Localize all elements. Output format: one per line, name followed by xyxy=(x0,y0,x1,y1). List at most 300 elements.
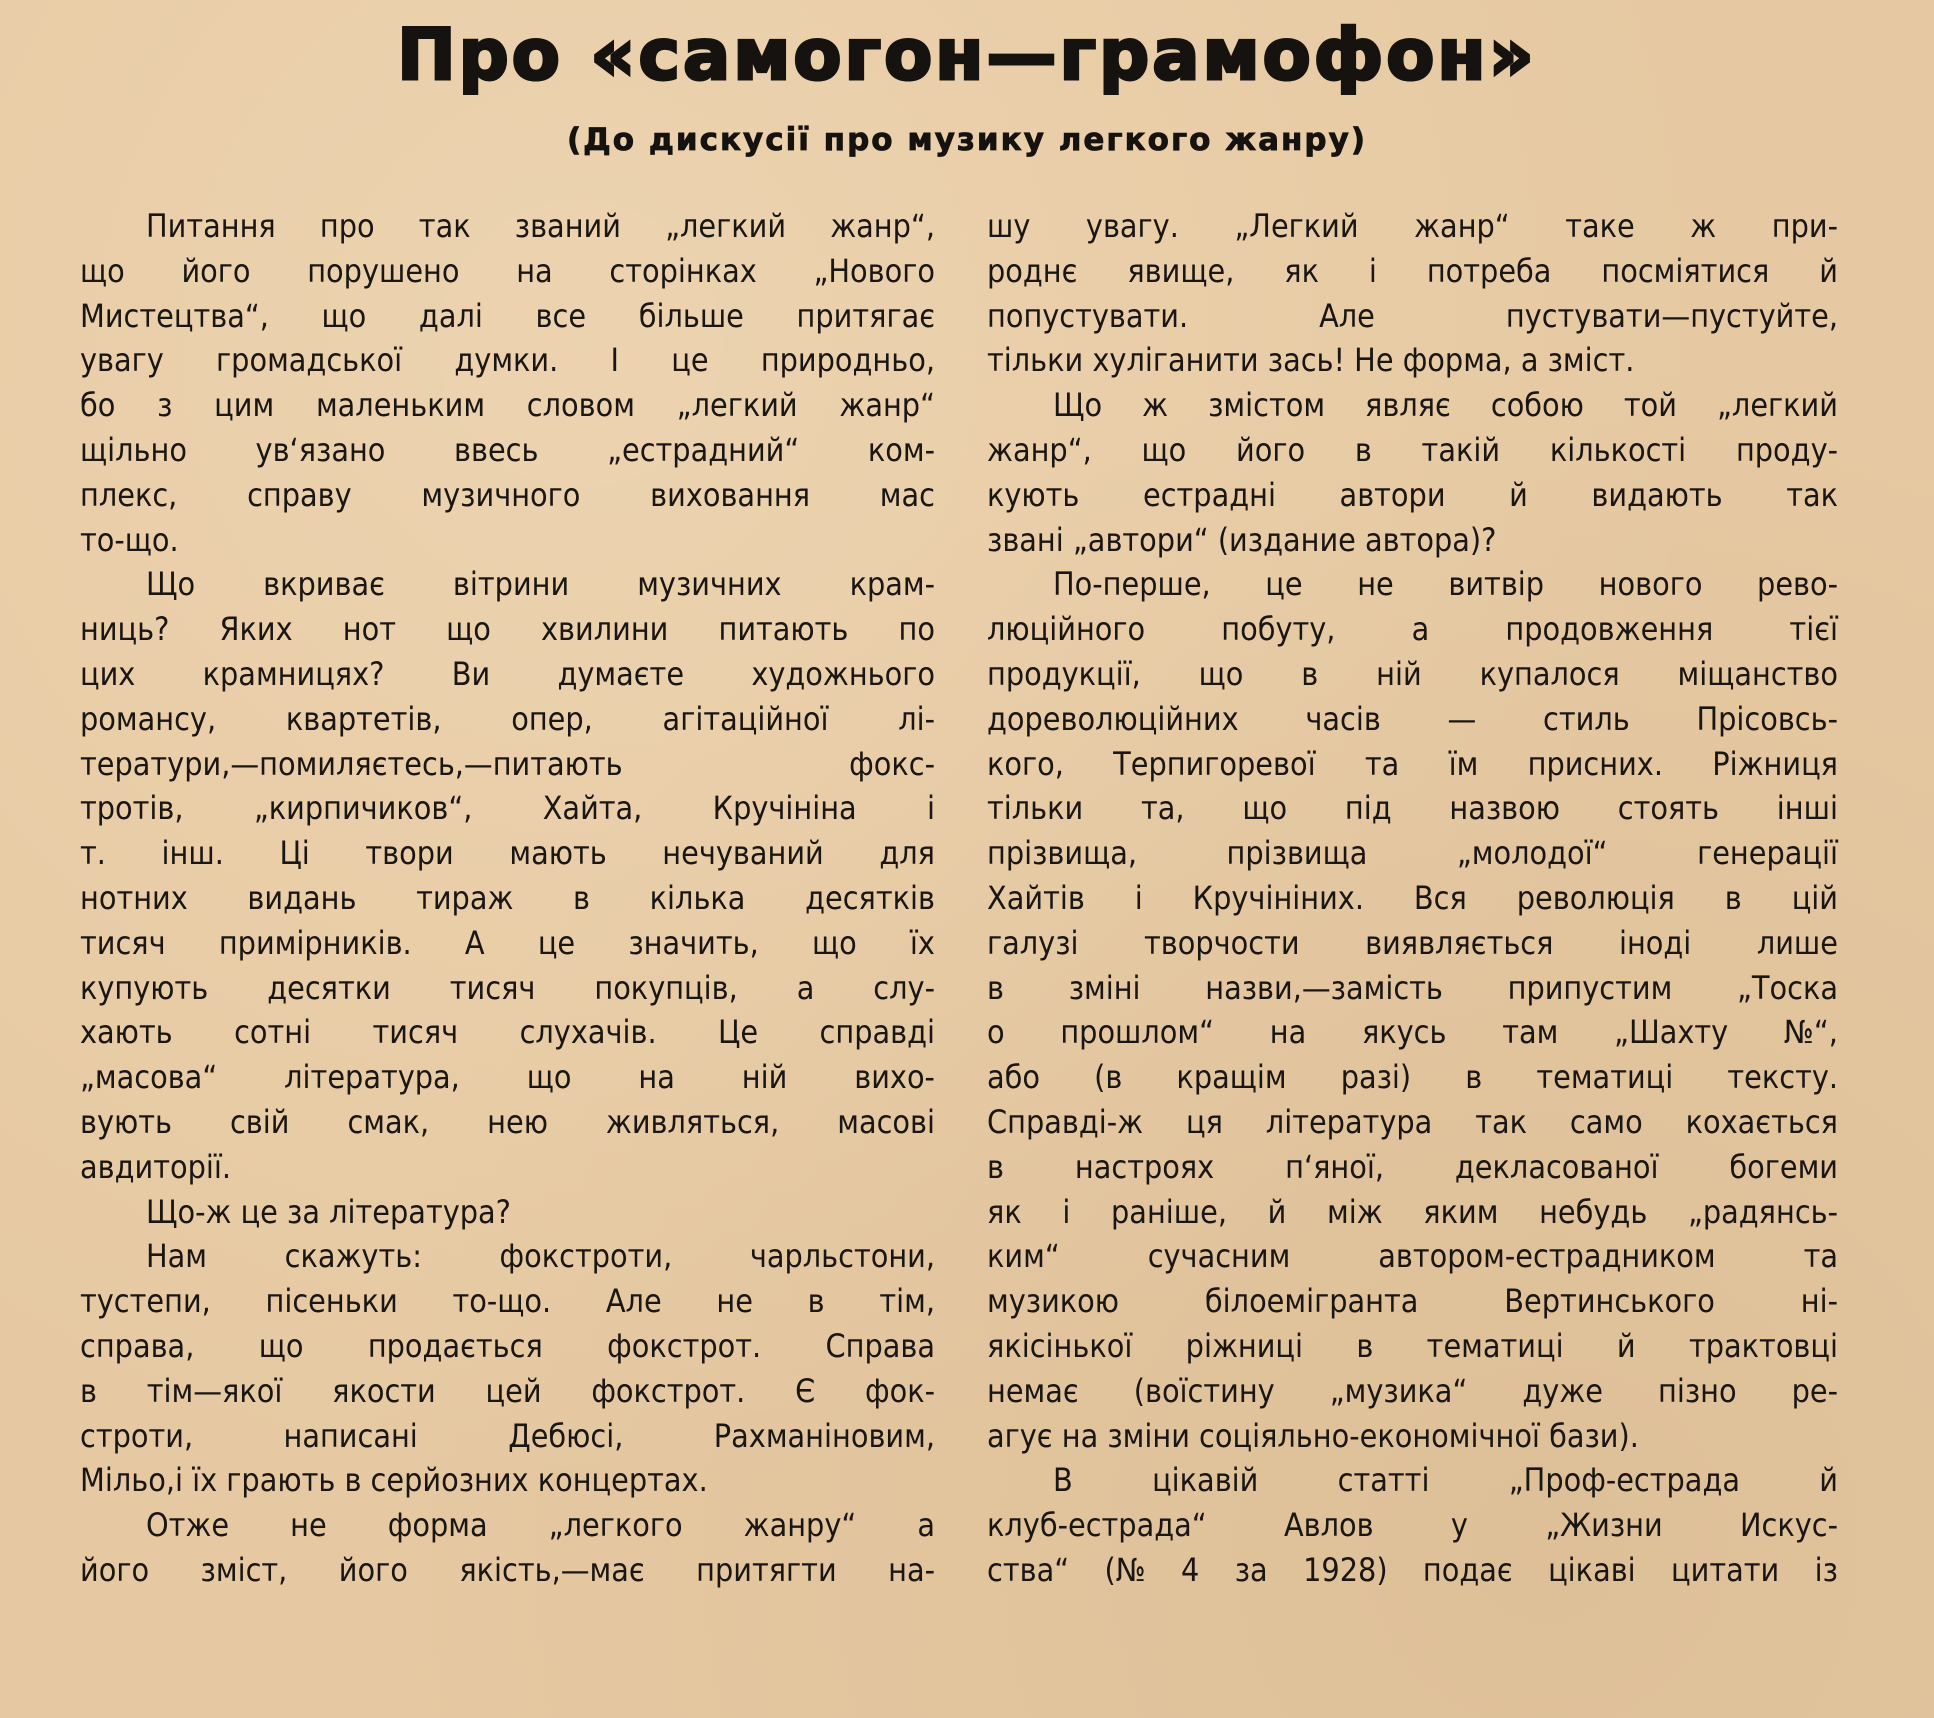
text-line xyxy=(80,652,935,697)
word: собою xyxy=(1490,386,1584,425)
word: фокстрот. xyxy=(591,1371,746,1410)
word: справді xyxy=(819,1013,935,1052)
text-line xyxy=(987,831,1838,876)
word: що xyxy=(321,296,367,335)
word: а xyxy=(917,1506,935,1545)
word: Терпигоревої xyxy=(1113,744,1316,783)
word: змістом xyxy=(1208,386,1326,425)
word: т. xyxy=(80,834,106,873)
word: масові xyxy=(837,1102,935,1141)
word: „легкий xyxy=(665,207,787,245)
word: жанр“, xyxy=(830,207,935,245)
text-line xyxy=(987,428,1838,473)
word: що xyxy=(526,1058,572,1097)
word: „Нового xyxy=(813,251,935,290)
word: в xyxy=(987,968,1004,1007)
word: з xyxy=(157,386,173,425)
word: між xyxy=(1326,1192,1383,1231)
word: романсу, xyxy=(80,699,217,738)
text-line xyxy=(80,1055,935,1100)
word: тім, xyxy=(879,1282,935,1321)
word: Але xyxy=(605,1282,662,1321)
word: білоемігранта xyxy=(1204,1282,1419,1321)
word: Нам xyxy=(146,1237,208,1276)
word: Кручініних. xyxy=(1192,878,1364,917)
text-line xyxy=(987,697,1838,742)
word: вітрини xyxy=(452,565,570,604)
word: нот xyxy=(342,610,396,649)
word: сучасним xyxy=(1147,1237,1291,1276)
word: що xyxy=(258,1326,304,1365)
word: Ці xyxy=(279,834,310,873)
word: інші xyxy=(1776,789,1838,828)
word: нотних xyxy=(80,878,188,917)
text-line xyxy=(80,1100,935,1145)
text-line xyxy=(80,1369,935,1414)
word: іноді xyxy=(1618,923,1692,962)
word: кілька xyxy=(649,878,746,917)
article-subtitle: (До дискусії про музику легкого жанру) xyxy=(567,122,1367,158)
word: ж xyxy=(1142,386,1169,425)
word: лише xyxy=(1756,923,1838,962)
word: фок- xyxy=(864,1371,935,1410)
word: 4 xyxy=(1181,1550,1200,1589)
word: опер, xyxy=(511,699,593,738)
word: а xyxy=(1411,610,1430,649)
text-line: звані „автори“ (издание автора)? xyxy=(987,520,1497,559)
word: шу xyxy=(987,207,1031,245)
text-line xyxy=(80,966,935,1011)
word: проду- xyxy=(1735,430,1838,469)
word: громадської xyxy=(216,341,403,380)
text-line xyxy=(987,1503,1838,1548)
word: на- xyxy=(888,1550,935,1589)
word: живляться, xyxy=(605,1102,780,1141)
word: статті xyxy=(1337,1461,1430,1500)
word: міщанство xyxy=(1677,654,1838,693)
text-line xyxy=(987,1369,1838,1414)
word: що xyxy=(80,251,125,290)
text-line xyxy=(987,1190,1838,1235)
word: ній xyxy=(741,1058,788,1097)
word: думаєте xyxy=(557,654,685,693)
word: крамницях? xyxy=(202,654,385,693)
word: свій xyxy=(229,1102,290,1141)
text-column-left xyxy=(80,204,935,1593)
word: фокстрот. xyxy=(607,1326,762,1365)
word: „молодої“ xyxy=(1456,834,1608,873)
word: той xyxy=(1623,386,1677,425)
word: ця xyxy=(1185,1102,1223,1141)
word: пізно xyxy=(1658,1371,1737,1410)
text-line: тільки хуліганити зась! Не форма, а зміст. xyxy=(987,341,1635,380)
word: ре- xyxy=(1791,1371,1838,1410)
word: богеми xyxy=(1729,1147,1838,1186)
word: попустувати. xyxy=(987,296,1189,335)
word: по xyxy=(898,610,935,649)
word: Вертинського xyxy=(1504,1282,1715,1321)
word: словом xyxy=(526,386,635,425)
word: агітаційної xyxy=(662,699,829,738)
word: його xyxy=(338,1550,408,1589)
word: мають xyxy=(509,834,607,873)
word: творчости xyxy=(1144,923,1300,962)
text-line xyxy=(80,338,935,383)
text-line: то-що. xyxy=(80,520,179,559)
word: вихо- xyxy=(854,1058,935,1097)
word: покупців, xyxy=(594,968,738,1007)
word: із xyxy=(1814,1550,1838,1589)
text-line: Що-ж це за література? xyxy=(146,1192,511,1231)
word: кохається xyxy=(1685,1102,1838,1141)
word: й xyxy=(1819,1461,1838,1500)
word: „легкий xyxy=(1717,386,1838,425)
word: ні- xyxy=(1800,1282,1838,1321)
word: витвір xyxy=(1448,565,1545,604)
word: Искус- xyxy=(1739,1506,1838,1545)
text-line: Мільо,і їх грають в серйозних концертах. xyxy=(80,1461,708,1500)
text-line xyxy=(80,383,935,428)
word: цим xyxy=(214,386,275,425)
word: що xyxy=(1242,789,1288,828)
word: „Жизни xyxy=(1545,1506,1663,1545)
word: продовження xyxy=(1505,610,1714,649)
word: „масова“ xyxy=(80,1058,218,1097)
word: і xyxy=(1134,878,1143,917)
text-line: авдиторії. xyxy=(80,1147,232,1186)
word: цікавій xyxy=(1152,1461,1259,1500)
word: в xyxy=(1465,1058,1483,1097)
word: справу xyxy=(247,475,352,514)
word: естрадні xyxy=(1142,475,1276,514)
word: побуту, xyxy=(1221,610,1336,649)
word: посміятися xyxy=(1601,251,1770,290)
article-title: Про «самогон—грамофон» xyxy=(397,14,1537,96)
word: сотні xyxy=(234,1013,312,1052)
word: все xyxy=(535,296,587,335)
text-line xyxy=(80,204,935,249)
word: чарльстони, xyxy=(749,1237,935,1276)
word: Що xyxy=(146,565,196,604)
word: їх xyxy=(909,923,935,962)
word: природньо, xyxy=(760,341,935,380)
word: тієї xyxy=(1789,610,1838,649)
word: в xyxy=(1301,654,1319,693)
word: що xyxy=(1141,430,1187,469)
word: цій xyxy=(1791,878,1838,917)
word: кого, xyxy=(987,744,1064,783)
word: „кирпичиков“, xyxy=(253,789,473,828)
word: більше xyxy=(638,296,744,335)
word: тисяч xyxy=(372,1013,459,1052)
text-line xyxy=(987,1145,1838,1190)
word: Дебюсі, xyxy=(508,1416,624,1455)
text-line xyxy=(80,1414,935,1459)
word: десятки xyxy=(267,968,391,1007)
word: якусь xyxy=(1361,1013,1447,1052)
word: художнього xyxy=(751,654,935,693)
word: галузі xyxy=(987,923,1079,962)
text-line xyxy=(80,1279,935,1324)
word: цей xyxy=(485,1371,542,1410)
word: нею xyxy=(487,1102,548,1141)
word: як xyxy=(987,1192,1022,1231)
word: ж xyxy=(1690,207,1717,245)
word: для xyxy=(879,834,935,873)
word: і xyxy=(1368,251,1377,290)
word: (воїстину xyxy=(1133,1371,1275,1410)
word: немає xyxy=(987,1371,1079,1410)
word: й xyxy=(1509,475,1528,514)
text-line xyxy=(80,876,935,921)
word: В xyxy=(1053,1461,1073,1500)
text-line xyxy=(987,1324,1838,1369)
word: вують xyxy=(80,1102,172,1141)
text-line xyxy=(80,294,935,339)
text-line xyxy=(987,204,1838,249)
word: примірників. xyxy=(218,923,412,962)
word: тираж xyxy=(416,878,514,917)
word: лі- xyxy=(898,699,935,738)
word: щільно xyxy=(80,430,187,469)
word: „легкий xyxy=(676,386,798,425)
word: питають xyxy=(718,610,849,649)
word: у xyxy=(1450,1506,1468,1545)
word: мас xyxy=(879,475,935,514)
word: не xyxy=(716,1282,753,1321)
word: в xyxy=(573,878,590,917)
text-line xyxy=(987,1458,1838,1503)
word: прошлом“ xyxy=(1060,1013,1215,1052)
word: люційного xyxy=(987,610,1146,649)
text-line xyxy=(80,831,935,876)
text-line xyxy=(987,473,1838,518)
word: порушено xyxy=(307,251,460,290)
word: автором-естрадником xyxy=(1378,1237,1716,1276)
word: ниць? xyxy=(80,610,170,649)
word: при- xyxy=(1771,207,1838,245)
text-line xyxy=(987,1100,1838,1145)
word: тустепи, xyxy=(80,1282,211,1321)
word: продається xyxy=(367,1326,543,1365)
word: музичного xyxy=(421,475,581,514)
text-line xyxy=(80,249,935,294)
word: хвилини xyxy=(541,610,669,649)
text-line xyxy=(80,473,935,518)
word: Ріжниця xyxy=(1712,744,1838,783)
word: так xyxy=(1786,475,1838,514)
word: то-що. xyxy=(452,1282,552,1321)
word: Але xyxy=(1319,296,1375,335)
word: потреба xyxy=(1426,251,1552,290)
word: присних. xyxy=(1527,744,1663,783)
word: твори xyxy=(365,834,454,873)
word: п‘яної, xyxy=(1285,1147,1384,1186)
word: якісінької xyxy=(987,1326,1133,1365)
word: література xyxy=(1265,1102,1433,1141)
word: тематиці xyxy=(1426,1326,1564,1365)
word: якість,—має xyxy=(459,1550,645,1589)
text-line xyxy=(80,1010,935,1055)
word: що xyxy=(1198,654,1244,693)
word: кращім xyxy=(1176,1058,1287,1097)
word: клуб-естрада“ xyxy=(987,1506,1207,1545)
word: явище, xyxy=(1127,251,1235,290)
word: Рахманіновим, xyxy=(713,1416,935,1455)
word: значить, xyxy=(628,923,759,962)
word: увагу xyxy=(80,341,164,380)
text-line xyxy=(987,249,1838,294)
word: Кручініна xyxy=(712,789,857,828)
word: що xyxy=(446,610,491,649)
text-line xyxy=(80,921,935,966)
word: строти, xyxy=(80,1416,194,1455)
word: справа, xyxy=(80,1326,195,1365)
text-line xyxy=(987,607,1838,652)
word: сторінках xyxy=(609,251,757,290)
text-line xyxy=(987,1055,1838,1100)
word: й xyxy=(1616,1326,1636,1365)
text-line xyxy=(987,383,1838,428)
word: (в xyxy=(1094,1058,1123,1097)
word: ким“ xyxy=(987,1237,1060,1276)
word: це xyxy=(537,923,576,962)
word: Мистецтва“, xyxy=(80,296,269,335)
word: настроях xyxy=(1074,1147,1215,1186)
word: Прісовсь- xyxy=(1696,699,1838,738)
word: дуже xyxy=(1522,1371,1603,1410)
text-line: агує на зміни соціяльно-економічної бази). xyxy=(987,1416,1639,1455)
word: цих xyxy=(80,654,136,693)
word: „музика“ xyxy=(1329,1371,1468,1410)
word: часів xyxy=(1305,699,1381,738)
word: в xyxy=(807,1282,825,1321)
word: видань xyxy=(247,878,357,917)
word: слу- xyxy=(873,968,935,1007)
word: в xyxy=(1356,1326,1374,1365)
word: революція xyxy=(1516,878,1675,917)
word: десятків xyxy=(805,878,935,917)
text-line xyxy=(987,876,1838,921)
word: їм xyxy=(1448,744,1479,783)
word: тематиці xyxy=(1536,1058,1674,1097)
word: генерації xyxy=(1697,834,1838,873)
word: скажуть: xyxy=(284,1237,422,1276)
word: на xyxy=(638,1058,675,1097)
word: (№ xyxy=(1104,1550,1146,1589)
word: виховання xyxy=(650,475,811,514)
word: за xyxy=(1234,1550,1268,1589)
text-line xyxy=(80,1324,935,1369)
word: яким xyxy=(1423,1192,1499,1231)
text-line xyxy=(987,742,1838,787)
word: нечуваний xyxy=(662,834,824,873)
word: таке xyxy=(1565,207,1635,245)
word: його xyxy=(181,251,251,290)
word: якости xyxy=(332,1371,436,1410)
word: І xyxy=(610,341,619,380)
word: вкриває xyxy=(263,565,385,604)
word: нового xyxy=(1598,565,1703,604)
word: Авлов xyxy=(1283,1506,1374,1545)
word: рево- xyxy=(1757,565,1838,604)
word: що xyxy=(811,923,857,962)
word: декласованої xyxy=(1454,1147,1659,1186)
word: видають xyxy=(1591,475,1723,514)
word: „Тоска xyxy=(1737,968,1838,1007)
word: плекс, xyxy=(80,475,178,514)
text-line xyxy=(80,428,935,473)
word: квартетів, xyxy=(285,699,442,738)
word: там xyxy=(1502,1013,1559,1052)
word: смак, xyxy=(347,1102,430,1141)
word: так xyxy=(1475,1102,1528,1141)
word: Ви xyxy=(451,654,491,693)
text-line xyxy=(987,921,1838,966)
word: Отже xyxy=(146,1506,230,1545)
word: Хайтів xyxy=(987,878,1085,917)
word: в xyxy=(987,1147,1004,1186)
word: написані xyxy=(283,1416,418,1455)
word: зміні xyxy=(1068,968,1141,1007)
word: тексту. xyxy=(1727,1058,1838,1097)
word: назви,—замість xyxy=(1205,968,1443,1007)
text-line xyxy=(80,1503,935,1548)
word: само xyxy=(1569,1102,1643,1141)
word: та xyxy=(1364,744,1400,783)
word: ства“ xyxy=(987,1550,1070,1589)
word: Справді-ж xyxy=(987,1102,1144,1141)
word: „радянсь- xyxy=(1687,1192,1838,1231)
word: й xyxy=(1819,251,1838,290)
word: Це xyxy=(718,1013,759,1052)
word: як xyxy=(1284,251,1319,290)
word: продукції, xyxy=(987,654,1141,693)
word: роднє xyxy=(987,251,1078,290)
word: фокстроти, xyxy=(499,1237,673,1276)
word: — xyxy=(1447,699,1477,738)
text-line xyxy=(987,294,1838,339)
word: його xyxy=(1236,430,1306,469)
word: жанр“ xyxy=(839,386,935,425)
word: ком- xyxy=(867,430,935,469)
text-line xyxy=(80,697,935,742)
text-line xyxy=(987,1279,1838,1324)
word: література, xyxy=(284,1058,460,1097)
text-line xyxy=(80,1548,935,1593)
word: хають xyxy=(80,1013,173,1052)
word: на xyxy=(516,251,553,290)
word: По-перше, xyxy=(1053,565,1211,604)
word: небудь xyxy=(1539,1192,1648,1231)
word: під xyxy=(1344,789,1392,828)
word: бо xyxy=(80,386,116,425)
text-line xyxy=(987,966,1838,1011)
word: Справа xyxy=(825,1326,935,1365)
word: думки. xyxy=(454,341,559,380)
word: музичних xyxy=(637,565,782,604)
word: назвою xyxy=(1449,789,1560,828)
word: тільки xyxy=(987,789,1084,828)
word: крам- xyxy=(849,565,935,604)
word: трактовці xyxy=(1688,1326,1838,1365)
word: кують xyxy=(987,475,1080,514)
word: далі xyxy=(418,296,483,335)
word: Вся xyxy=(1413,878,1467,917)
text-line xyxy=(80,607,935,652)
text-line xyxy=(987,1548,1838,1593)
word: так xyxy=(418,207,471,245)
